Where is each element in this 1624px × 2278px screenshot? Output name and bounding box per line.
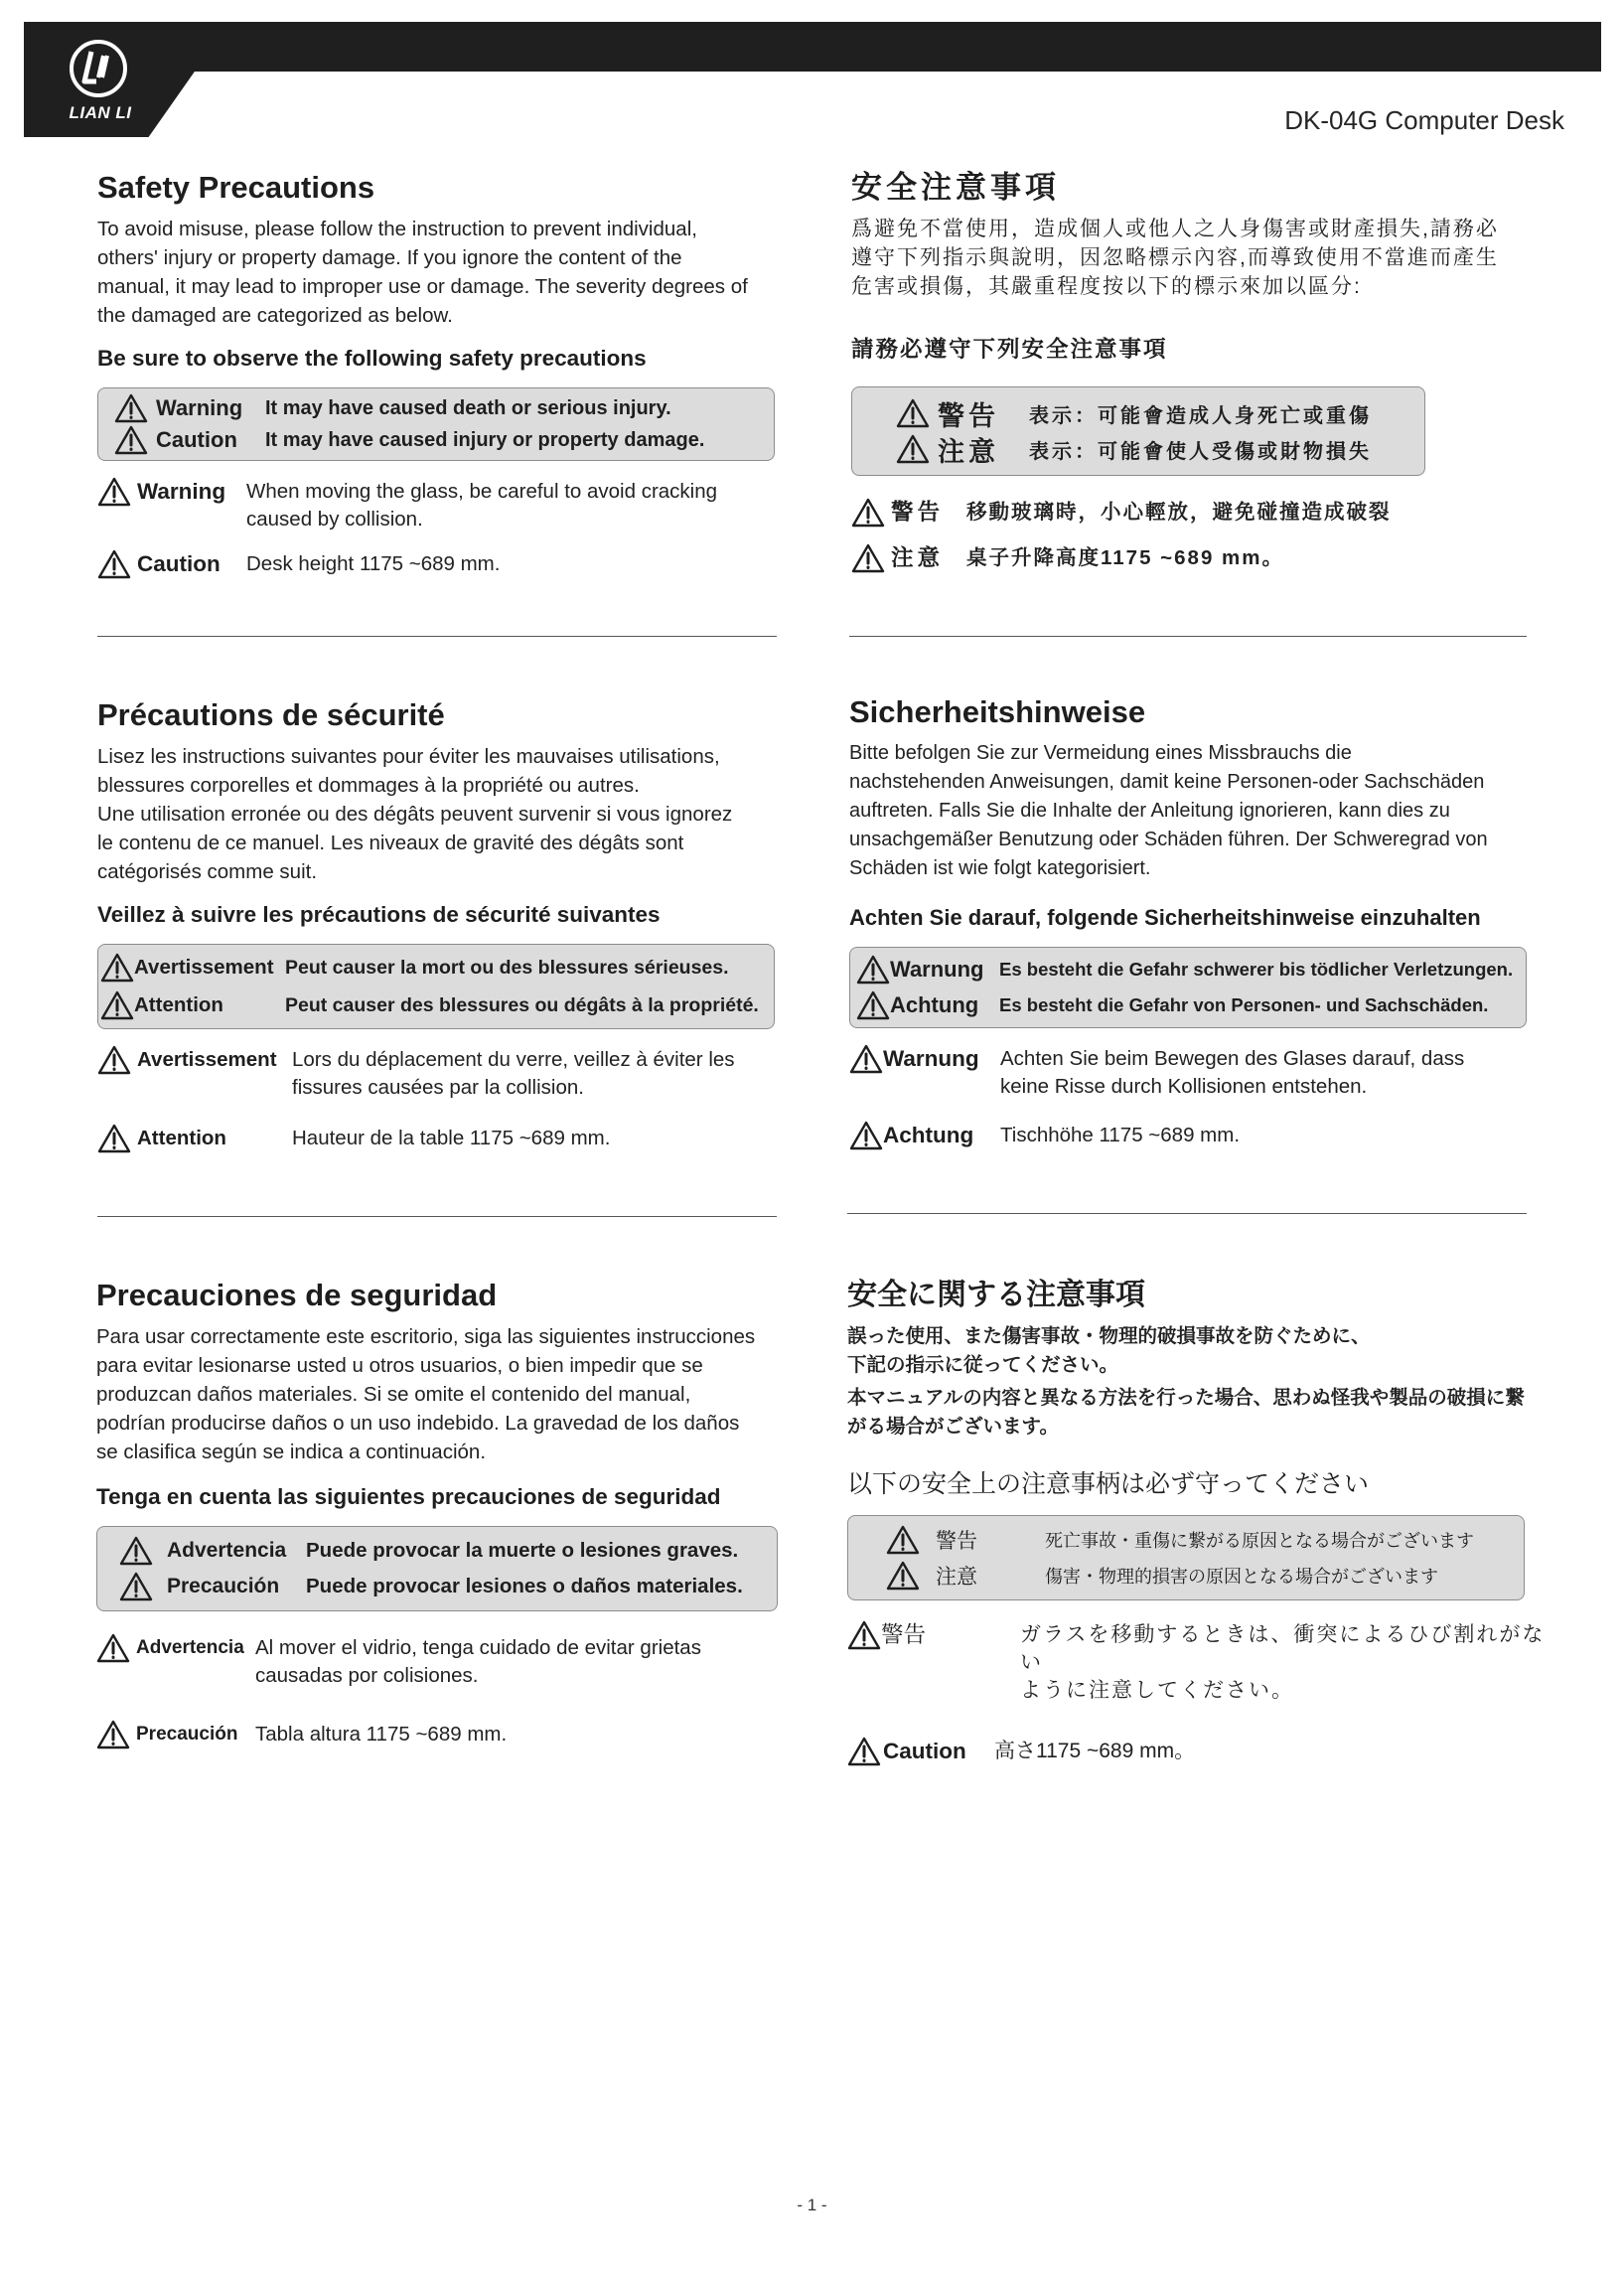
note-text (292, 1124, 803, 1152)
intro-text (847, 1322, 1552, 1442)
intro-line: le contenu de ce manuel. Les niveaux de gravité des dégâts sont (97, 832, 684, 854)
note-warning (847, 1620, 1552, 1705)
intro-line: podrían producirse daños o un uso indebido. La gravedad de los daños (96, 1412, 740, 1435)
warning-triangle-icon (96, 1720, 130, 1749)
legend-row-caution (852, 431, 1424, 467)
note-caution (97, 1124, 803, 1153)
legend-text: Es besteht die Gefahr schwerer bis tödlicher Verletzungen. (999, 959, 1514, 980)
warning-triangle-icon (886, 1561, 920, 1591)
legend-label: Warning (156, 395, 243, 420)
note-line: 高さ1175 ~689 mm。 (994, 1740, 1196, 1762)
section-title: Precauciones de seguridad (96, 1278, 498, 1312)
subheading: Achten Sie darauf, folgende Sicherheitshinweise einzuhalten (849, 905, 1481, 930)
warning-triangle-icon (849, 1044, 883, 1074)
section-french (97, 696, 803, 1153)
legend-text: It may have caused injury or property damage. (265, 428, 705, 451)
legend-row-caution (98, 424, 774, 456)
intro-line: Lisez les instructions suivantes pour éviter les mauvaises utilisations, (97, 745, 720, 768)
warning-triangle-icon (886, 1525, 920, 1555)
note-text (966, 498, 1556, 527)
legend-label: Advertencia (167, 1539, 287, 1562)
note-line: Al mover el vidrio, tenga cuidado de evitar grietas (255, 1636, 701, 1659)
warning-triangle-icon (849, 1121, 883, 1150)
legend-label: 警告 (936, 1530, 977, 1553)
note-warning (97, 477, 803, 533)
warning-triangle-icon (119, 1536, 153, 1566)
note-line: Tischhöhe 1175 ~689 mm. (1000, 1124, 1241, 1146)
note-caution (96, 1720, 802, 1749)
note-line: fissures causées par la collision. (292, 1076, 584, 1099)
note-line: Achten Sie beim Bewegen des Glases darauf, dass (1000, 1047, 1465, 1070)
note-text (966, 543, 1556, 572)
intro-text (97, 742, 803, 886)
intro-line: Une utilisation erronée ou des dégâts peuvent survenir si vous ignorez (97, 803, 733, 826)
note-label: Warning (137, 479, 226, 504)
note-text (255, 1720, 802, 1748)
note-label: 注意 (891, 545, 945, 570)
severity-legend (97, 387, 775, 461)
note-label: 警告 (881, 1622, 927, 1647)
intro-text (849, 739, 1554, 883)
intro-line: Bitte befolgen Sie zur Vermeidung eines Missbrauchs die (849, 742, 1352, 764)
intro-text (96, 1322, 802, 1466)
legend-row-caution (850, 987, 1526, 1023)
legend-row-caution (97, 1569, 777, 1604)
intro-line: Para usar correctamente este escritorio, siga las siguientes instrucciones (96, 1325, 756, 1348)
legend-row-warning (98, 392, 774, 424)
intro-line: se clasifica según se indica a continuación. (96, 1441, 487, 1463)
intro-line: blessures corporelles et dommages à la propriété ou autres. (97, 774, 640, 797)
note-line: Desk height 1175 ~689 mm. (246, 552, 501, 575)
divider (847, 1213, 1527, 1214)
note-line: ガラスを移動するときは、衝突によるひび割れがない (1020, 1623, 1546, 1674)
warning-triangle-icon (856, 955, 890, 985)
warning-triangle-icon (847, 1620, 881, 1650)
legend-row-warning (98, 949, 774, 987)
note-warning (96, 1633, 802, 1690)
section-german (849, 693, 1554, 1150)
note-label: 警告 (891, 500, 945, 525)
note-line: ように注意してください。 (1020, 1679, 1294, 1702)
legend-row-caution (98, 987, 774, 1024)
legend-label: 警告 (938, 400, 999, 431)
note-text (246, 549, 803, 578)
note-label: Avertissement (137, 1048, 277, 1071)
section-japanese (847, 1277, 1552, 1766)
divider (97, 636, 777, 637)
note-line: caused by collision. (246, 508, 423, 531)
note-warning (849, 1044, 1554, 1101)
section-title: Safety Precautions (97, 170, 375, 205)
warning-triangle-icon (97, 477, 131, 507)
intro-line: others' injury or property damage. If you ignore the content of the (97, 246, 682, 269)
note-label: Achtung (883, 1123, 974, 1147)
intro-line: the damaged are categorized as below. (97, 304, 453, 327)
note-line: causadas por colisiones. (255, 1664, 479, 1687)
warning-triangle-icon (896, 398, 930, 428)
note-label: Attention (137, 1127, 226, 1149)
note-warning (97, 1045, 803, 1102)
note-text (994, 1737, 1552, 1765)
page-number: - 1 - (797, 2196, 827, 2214)
subheading: Tenga en cuenta las siguientes precauciones de seguridad (96, 1484, 721, 1509)
intro-line: がる場合がございます。 (847, 1416, 1059, 1438)
legend-text: 表示：可能會造成人身死亡或重傷 (1029, 404, 1372, 427)
note-line: 移動玻璃時，小心輕放，避免碰撞造成破裂 (966, 501, 1392, 524)
section-title: 安全に関する注意事項 (847, 1279, 1145, 1311)
note-line: Hauteur de la table 1175 ~689 mm. (292, 1127, 611, 1149)
legend-text: 傷害・物理的損害の原因となる場合がございます (1045, 1567, 1438, 1587)
warning-triangle-icon (896, 434, 930, 464)
note-label: Caution (883, 1739, 966, 1763)
note-label: Warnung (883, 1046, 979, 1071)
note-label: Caution (137, 551, 221, 576)
legend-row-warning (850, 952, 1526, 987)
severity-legend (97, 944, 775, 1029)
divider (849, 636, 1527, 637)
warning-triangle-icon (97, 1124, 131, 1153)
legend-text: 死亡事故・重傷に繋がる原因となる場合がございます (1045, 1531, 1474, 1551)
intro-text (97, 215, 803, 330)
divider (97, 1216, 777, 1217)
note-text (246, 477, 803, 533)
intro-line: 危害或損傷，其嚴重程度按以下的標示來加以區分: (851, 275, 1362, 298)
note-text (1020, 1620, 1552, 1705)
subheading: Be sure to observe the following safety precautions (97, 346, 647, 371)
note-text (255, 1633, 802, 1690)
warning-triangle-icon (119, 1572, 153, 1601)
legend-label: 注意 (936, 1566, 977, 1589)
warning-triangle-icon (97, 549, 131, 579)
warning-triangle-icon (100, 990, 134, 1020)
warning-triangle-icon (96, 1633, 130, 1663)
subheading: 以下の安全上の注意事柄は必ず守ってください (847, 1470, 1370, 1498)
severity-legend (851, 386, 1425, 476)
note-text (1000, 1121, 1554, 1149)
legend-label: Warnung (890, 957, 984, 982)
severity-legend (96, 1526, 778, 1611)
section-title: 安全注意事項 (851, 170, 1060, 205)
intro-line: 誤った使用、また傷害事故・物理的破損事故を防ぐために、 (847, 1325, 1371, 1347)
intro-line: To avoid misuse, please follow the instruction to prevent individual, (97, 218, 697, 240)
warning-triangle-icon (851, 498, 885, 528)
legend-label: Caution (156, 427, 237, 452)
document-title: DK-04G Computer Desk (1284, 105, 1564, 135)
intro-line: unsachgemäßer Benutzung oder Schäden führen. Der Schweregrad von (849, 829, 1488, 850)
warning-triangle-icon (847, 1737, 881, 1766)
intro-line: 爲避免不當使用，造成個人或他人之人身傷害或財產損失,請務必 (851, 218, 1499, 240)
intro-line: manual, it may lead to improper use or damage. The severity degrees of (97, 275, 748, 298)
legend-text: It may have caused death or serious injury. (265, 396, 671, 419)
note-caution (849, 1121, 1554, 1150)
note-line: Lors du déplacement du verre, veillez à éviter les (292, 1048, 735, 1071)
section-spanish (96, 1277, 802, 1749)
legend-row-caution (848, 1558, 1524, 1594)
note-warning (851, 498, 1556, 528)
lian-li-logo-icon (68, 38, 129, 99)
subheading: 請務必遵守下列安全注意事項 (851, 337, 1168, 362)
legend-text: 表示：可能會使人受傷或財物損失 (1029, 440, 1372, 463)
intro-line: auftreten. Falls Sie die Inhalte der Anleitung ignorieren, kann dies zu (849, 800, 1450, 822)
legend-label: Avertissement (134, 956, 274, 979)
note-line: 桌子升降高度1175 ~689 mm。 (966, 546, 1284, 569)
warning-triangle-icon (851, 543, 885, 573)
note-caution (97, 549, 803, 579)
section-traditional-chinese (851, 169, 1556, 573)
note-caution (851, 543, 1556, 573)
note-text (1000, 1044, 1554, 1101)
intro-line: catégorisés comme suit. (97, 860, 318, 883)
severity-legend (849, 947, 1527, 1028)
header-bar (24, 22, 1601, 72)
subheading: Veillez à suivre les précautions de sécurité suivantes (97, 902, 661, 927)
legend-text: Puede provocar lesiones o daños materiales. (306, 1575, 743, 1597)
legend-row-warning (848, 1522, 1524, 1558)
legend-row-warning (97, 1533, 777, 1569)
intro-line: para evitar lesionarse usted u otros usuarios, o bien impedir que se (96, 1354, 703, 1377)
warning-triangle-icon (97, 1045, 131, 1075)
legend-label: 注意 (938, 436, 999, 467)
legend-text: Peut causer la mort ou des blessures sérieuses. (285, 956, 729, 979)
note-label: Advertencia (136, 1637, 244, 1658)
note-caution (847, 1737, 1552, 1766)
note-line: When moving the glass, be careful to avoid cracking (246, 480, 718, 503)
section-title: Sicherheitshinweise (849, 694, 1146, 729)
warning-triangle-icon (100, 953, 134, 983)
intro-line: nachstehenden Anweisungen, damit keine Personen-oder Sachschäden (849, 771, 1485, 793)
note-line: keine Risse durch Kollisionen entstehen. (1000, 1075, 1368, 1098)
intro-line: produzcan daños materiales. Si se omite el contenido del manual, (96, 1383, 691, 1406)
legend-row-warning (852, 395, 1424, 431)
note-label: Precaución (136, 1724, 238, 1745)
legend-label: Precaución (167, 1575, 280, 1597)
legend-text: Puede provocar la muerte o lesiones graves. (306, 1539, 739, 1562)
intro-line: 本マニュアルの内容と異なる方法を行った場合、思わぬ怪我や製品の破損に繋 (847, 1387, 1525, 1409)
intro-line: 下記の指示に従ってください。 (847, 1354, 1119, 1376)
warning-triangle-icon (114, 393, 148, 423)
intro-text (851, 215, 1556, 301)
warning-triangle-icon (114, 425, 148, 455)
intro-line: Schäden ist wie folgt kategorisiert. (849, 857, 1151, 879)
section-title: Précautions de sécurité (97, 697, 445, 732)
severity-legend (847, 1515, 1525, 1600)
legend-text: Es besteht die Gefahr von Personen- und Sachschäden. (999, 994, 1489, 1015)
intro-line: 遵守下列指示與說明，因忽略標示內容,而導致使用不當進而產生 (851, 246, 1499, 269)
legend-label: Achtung (890, 992, 979, 1017)
section-english (97, 169, 803, 579)
legend-label: Attention (134, 993, 223, 1016)
note-text (292, 1045, 803, 1102)
warning-triangle-icon (856, 990, 890, 1020)
legend-text: Peut causer des blessures ou dégâts à la propriété. (285, 993, 759, 1016)
brand-name: LIAN LI (69, 103, 132, 122)
note-line: Tabla altura 1175 ~689 mm. (255, 1723, 508, 1746)
